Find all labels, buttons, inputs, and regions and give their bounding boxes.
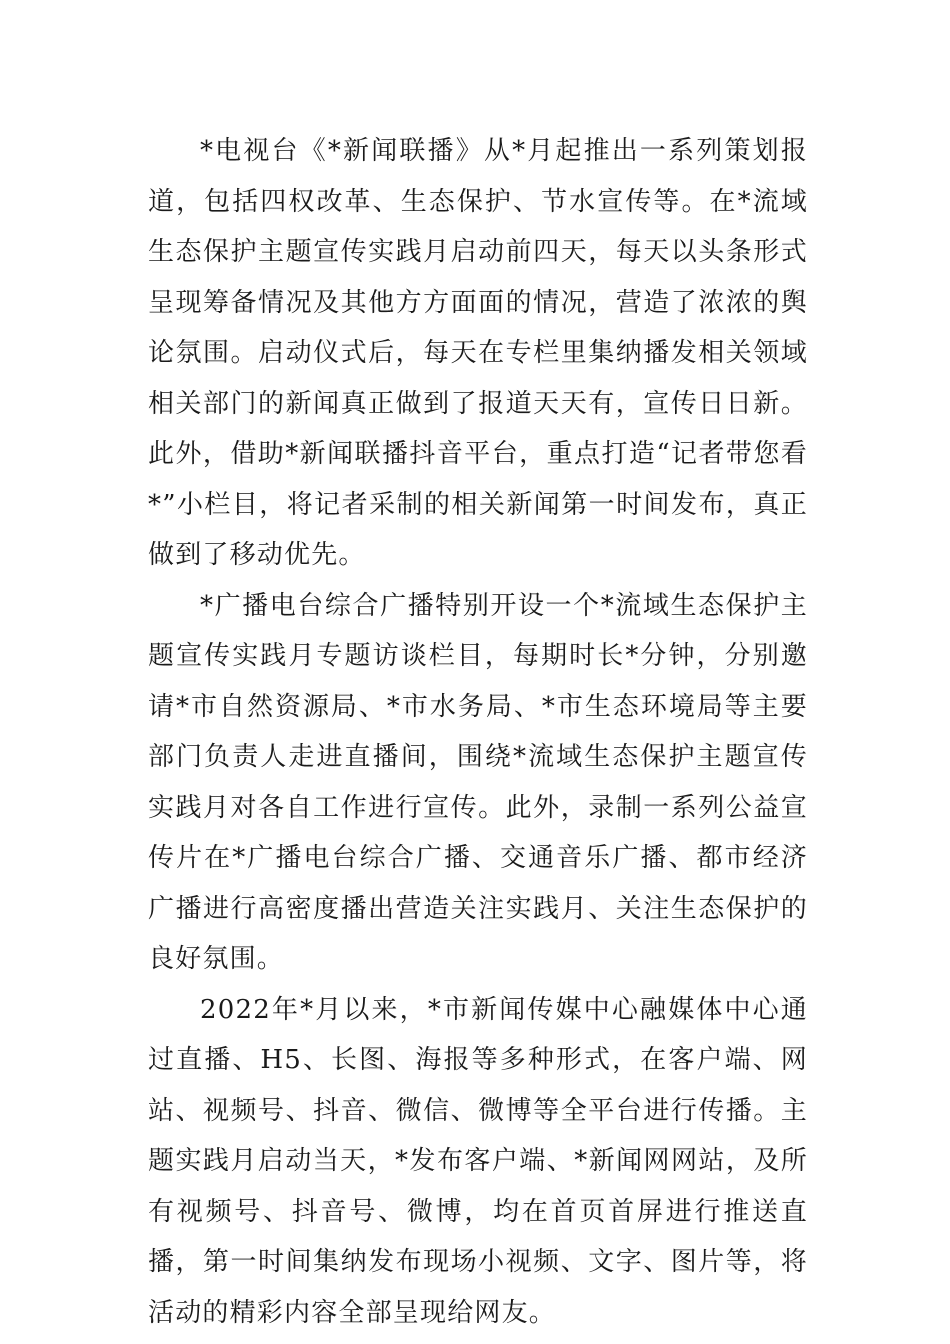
document-body [148,126,808,1338]
paragraph-radio: *广播电台综合广播特别开设一个*流域生态保护主题宣传实践月专题访谈栏目，每期时长*分钟，分别邀请*市自然资源局、*市水务局、*市生态环境局等主要部门负责人走进直播间，围绕*流域生态保护主题宣传实践月对各自工作进行宣传。此外，录制一系列公益宣传片在*广播电台综合广播、交通音乐广播、都市经济广播进行高密度播出营造关注实践月、关注生态保护的良好氛围。 [148,590,808,974]
paragraph-tv-news: *电视台《*新闻联播》从*月起推出一系列策划报道，包括四权改革、生态保护、节水宣传等。在*流域生态保护主题宣传实践月启动前四天，每天以头条形式呈现筹备情况及其他方方面面的情况，营造了浓浓的舆论氛围。启动仪式后，每天在专栏里集纳播发相关领域相关部门的新闻真正做到了报道天天有，宣传日日新。此外，借助*新闻联播抖音平台，重点打造“记者带您看*”小栏目，将记者采制的相关新闻第一时间发布，真正做到了移动优先。 [148,136,808,570]
paragraph-media-center: 2022年*月以来，*市新闻传媒中心融媒体中心通过直播、H5、长图、海报等多种形式，在客户端、网站、视频号、抖音、微信、微博等全平台进行传播。主题实践月启动当天，*发布客户端、*新闻网网站，及所有视频号、抖音号、微博，均在首页首屏进行推送直播，第一时间集纳发布现场小视频、文字、图片等，将活动的精彩内容全部呈现给网友。 [148,994,808,1328]
